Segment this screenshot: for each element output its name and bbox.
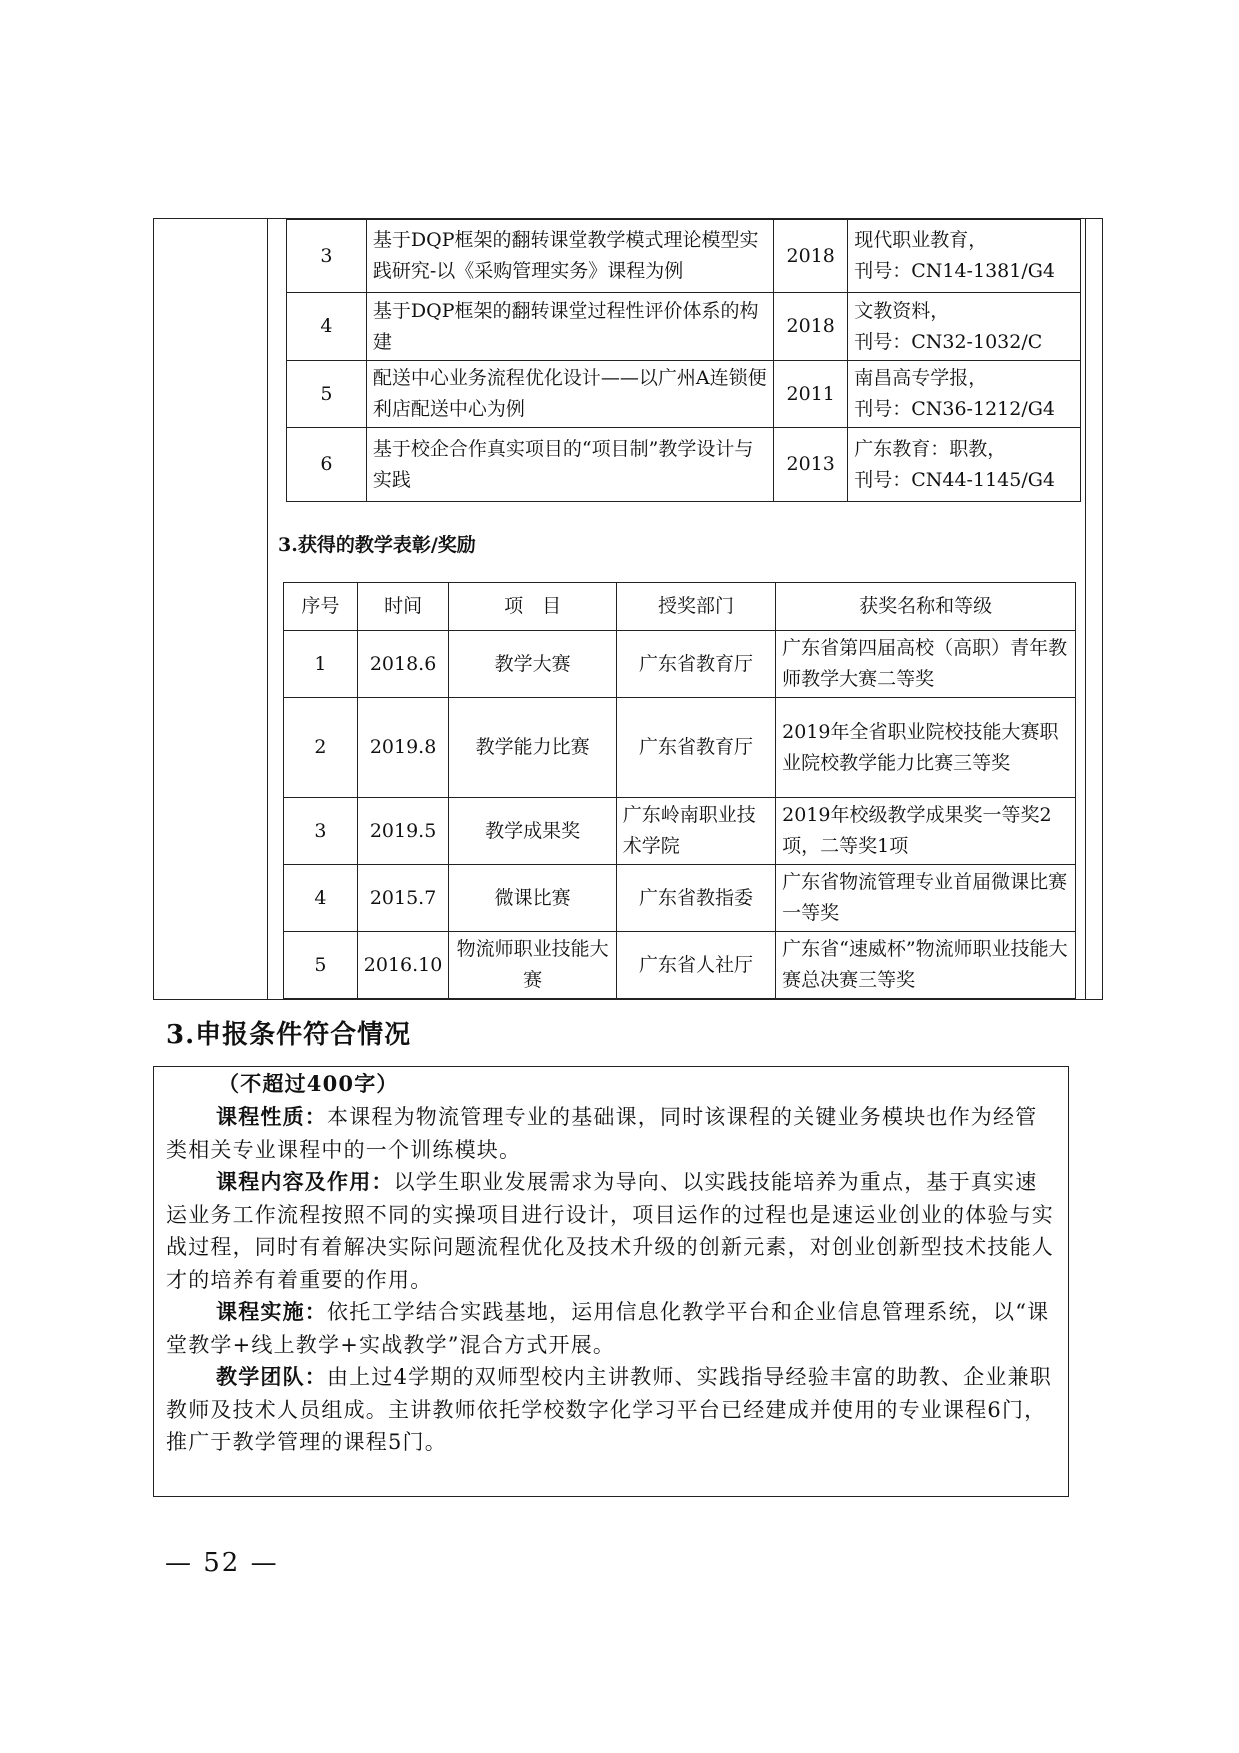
table-header-row — [284, 583, 1076, 631]
table-row — [284, 798, 1076, 865]
award-name: 广东省“速威杯”物流师职业技能大赛总决赛三等奖 — [776, 932, 1076, 999]
pub-title: 基于校企合作真实项目的“项目制”教学设计与实践 — [366, 428, 773, 502]
award-dept: 广东岭南职业技术学院 — [616, 798, 775, 865]
award-no: 4 — [284, 865, 358, 932]
paragraph-text: 依托工学结合实践基地，运用信息化教学平台和企业信息管理系统，以“课堂教学+线上教学+实战教学”混合方式开展。 — [166, 1300, 1050, 1357]
table-row — [284, 698, 1076, 798]
paragraph-implementation — [166, 1296, 1056, 1361]
award-name: 广东省第四届高校（高职）青年教师教学大赛二等奖 — [776, 631, 1076, 698]
paragraph-text: 由上过4学期的双师型校内主讲教师、实践指导经验丰富的助教、企业兼职教师及技术人员组成。主讲教师依托学校数字化学习平台已经建成并使用的专业课程6门，推广于教学管理的课程5门。 — [166, 1365, 1052, 1454]
header-no: 序号 — [284, 583, 358, 631]
awards-heading: 3.获得的教学表彰/奖励 — [278, 534, 476, 556]
pub-journal-name: 广东教育：职教， — [854, 437, 1007, 460]
award-item: 教学能力比赛 — [449, 698, 616, 798]
award-time: 2015.7 — [357, 865, 449, 932]
award-dept: 广东省教指委 — [616, 865, 775, 932]
pub-issn: 刊号：CN36-1212/G4 — [854, 398, 1055, 420]
award-dept: 广东省教育厅 — [616, 631, 775, 698]
header-award-name: 获奖名称和等级 — [776, 583, 1076, 631]
award-item: 物流师职业技能大赛 — [449, 932, 616, 999]
paragraph-text: 本课程为物流管理专业的基础课，同时该课程的关键业务模块也作为经管类相关专业课程中的一个训练模块。 — [166, 1105, 1038, 1162]
paragraph-label: 课程性质： — [216, 1104, 327, 1129]
header-dept: 授奖部门 — [616, 583, 775, 631]
pub-year: 2011 — [774, 361, 848, 428]
paragraph-text: 以学生职业发展需求为导向、以实践技能培养为重点，基于真实速运业务工作流程按照不同的实操项目进行设计，项目运作的过程也是速运业创业的体验与实战过程，同时有着解决实际问题流程优化及技术升级的创新元素，对创业创新型技术技能人才的培养有着重要的作用。 — [166, 1170, 1054, 1292]
award-item: 微课比赛 — [449, 865, 616, 932]
section-title: 3.申报条件符合情况 — [166, 1020, 412, 1050]
outer-column-divider-left — [267, 218, 268, 1000]
pub-journal — [848, 361, 1081, 428]
pub-year: 2018 — [774, 293, 848, 361]
award-time: 2019.8 — [357, 698, 449, 798]
award-item: 教学大赛 — [449, 631, 616, 698]
award-no: 5 — [284, 932, 358, 999]
pub-journal-name: 文教资料， — [854, 299, 950, 322]
pub-journal — [848, 220, 1081, 293]
pub-issn: 刊号：CN44-1145/G4 — [854, 468, 1055, 491]
pub-journal-name: 南昌高专学报， — [854, 367, 988, 389]
table-row — [284, 631, 1076, 698]
pub-journal-name: 现代职业教育， — [854, 229, 988, 251]
header-time: 时间 — [357, 583, 449, 631]
pub-no: 6 — [287, 428, 367, 502]
table-row — [287, 293, 1081, 361]
table-row — [284, 932, 1076, 999]
pub-no: 5 — [287, 361, 367, 428]
publications-table — [286, 219, 1081, 502]
header-item: 项 目 — [449, 583, 616, 631]
paragraph-label: 课程实施： — [216, 1299, 327, 1324]
outer-column-divider-right — [1085, 218, 1086, 1000]
award-dept: 广东省人社厅 — [616, 932, 775, 999]
pub-issn: 刊号：CN32-1032/C — [854, 330, 1043, 353]
award-no: 1 — [284, 631, 358, 698]
paragraph-teaching-team — [166, 1361, 1056, 1459]
page-number: — 52 — — [165, 1548, 279, 1578]
award-no: 3 — [284, 798, 358, 865]
pub-title: 基于DQP框架的翻转课堂过程性评价体系的构建 — [366, 293, 773, 361]
award-item: 教学成果奖 — [449, 798, 616, 865]
pub-title: 基于DQP框架的翻转课堂教学模式理论模型实践研究-以《采购管理实务》课程为例 — [366, 220, 773, 293]
pub-issn: 刊号：CN14-1381/G4 — [854, 260, 1055, 282]
table-row — [287, 361, 1081, 428]
award-name: 2019年校级教学成果奖一等奖2项，二等奖1项 — [776, 798, 1076, 865]
pub-no: 3 — [287, 220, 367, 293]
award-time: 2018.6 — [357, 631, 449, 698]
pub-journal — [848, 428, 1081, 502]
table-row — [284, 865, 1076, 932]
paragraph-label: 课程内容及作用： — [216, 1169, 394, 1194]
award-time: 2016.10 — [357, 932, 449, 999]
pub-title: 配送中心业务流程优化设计——以广州A连锁便利店配送中心为例 — [366, 361, 773, 428]
table-row — [287, 220, 1081, 293]
award-dept: 广东省教育厅 — [616, 698, 775, 798]
award-no: 2 — [284, 698, 358, 798]
table-row — [287, 428, 1081, 502]
pub-no: 4 — [287, 293, 367, 361]
award-name: 2019年全省职业院校技能大赛职业院校教学能力比赛三等奖 — [776, 698, 1076, 798]
pub-year: 2013 — [774, 428, 848, 502]
word-limit-note: （不超过400字） — [218, 1071, 399, 1096]
award-name: 广东省物流管理专业首届微课比赛一等奖 — [776, 865, 1076, 932]
paragraph-label: 教学团队： — [216, 1364, 327, 1389]
paragraph-course-nature — [166, 1101, 1056, 1166]
paragraph-course-content — [166, 1166, 1056, 1296]
pub-year: 2018 — [774, 220, 848, 293]
awards-table — [283, 582, 1076, 999]
pub-journal — [848, 293, 1081, 361]
award-time: 2019.5 — [357, 798, 449, 865]
